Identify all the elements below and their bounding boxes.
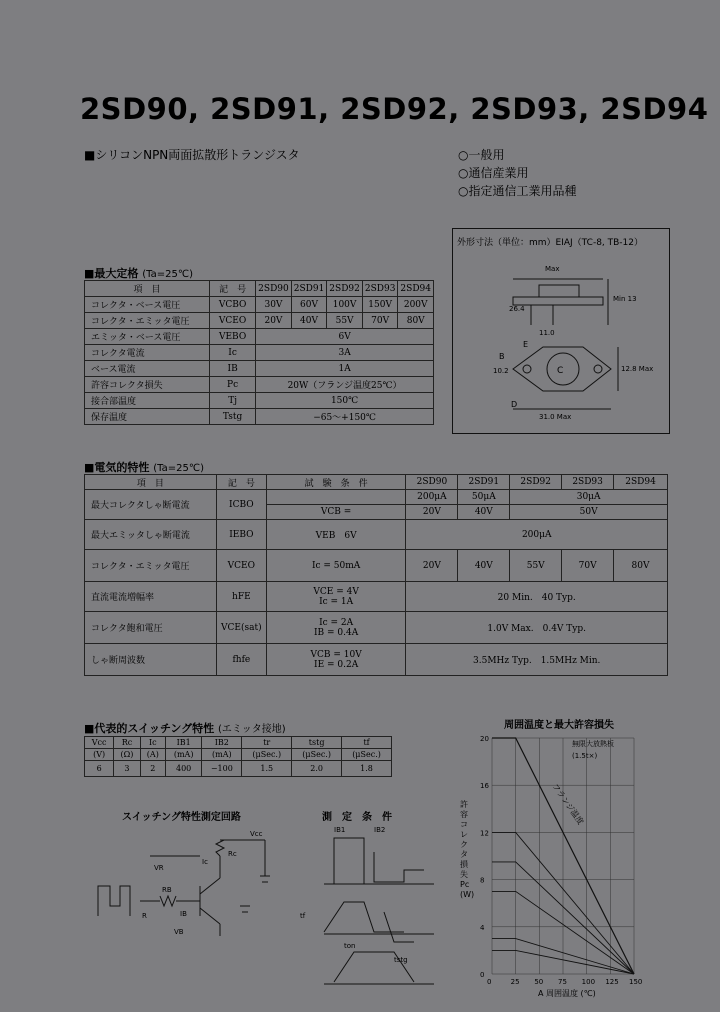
y-tick-label: 16 [480, 782, 489, 791]
table-row: 6 3 2 400 −100 1.5 2.0 1.8 [85, 761, 392, 777]
dim-vertical: 12.8 Max [621, 365, 654, 373]
y-tick-label: 0 [480, 971, 485, 979]
pin-b: B [499, 352, 505, 361]
switching-table [84, 736, 392, 777]
dim-d1: 26.4 [509, 305, 525, 313]
x-tick-label: 0 [487, 978, 492, 986]
table-row: ベース電流 IB 1A [85, 361, 434, 377]
switching-header: Vcc Rc Ic IB1 IB2 tr tstg tf [85, 737, 392, 749]
label-vcc: Vcc [250, 830, 263, 838]
dim-sub1: Min 13 [613, 295, 637, 303]
y-tick-label: 4 [480, 923, 485, 932]
table-row: VCB = 20V 40V 50V [85, 505, 668, 520]
cond-ib2: IB2 [374, 826, 386, 834]
pin-d: D [511, 400, 518, 409]
chart-title: 周囲温度と最大許容損失 [504, 720, 614, 731]
table-row: 直流電流増幅率 hFE VCE = 4V Ic = 1A 20 Min. 40 Typ. [85, 582, 668, 612]
package-caption: 外形寸法（単位：mm）EIAJ（TC-8, TB-12） [457, 238, 644, 248]
switching-title: ■代表的スイッチング特性 (エミッタ接地) [84, 722, 286, 735]
label-vr: VR [154, 864, 164, 872]
table-row: コレクタ電流 Ic 3A [85, 345, 434, 361]
chart-ylabel: 許容コレクタ損失 Pc (W) [460, 800, 475, 899]
pin-e: E [523, 340, 529, 349]
label-vb: VB [174, 928, 184, 936]
electrical-title: ■電気的特性 (Ta=25℃) [84, 461, 204, 474]
dim-h: 10.2 [493, 367, 509, 375]
device-type: ■シリコンNPN両面拡散形トランジスタ [84, 148, 300, 162]
circuit-title: スイッチング特性測定回路 [122, 812, 241, 823]
package-drawing [453, 229, 669, 433]
max-ratings-header: 項 目 記 号 2SD90 2SD91 2SD92 2SD93 2SD94 [85, 281, 434, 297]
label-rc: Rc [228, 850, 237, 858]
pin-c: C [557, 366, 564, 376]
chart-legend-2: (1.5t×) [572, 752, 598, 760]
x-tick-label: 50 [534, 978, 544, 986]
table-row: しゃ断周波数 fhfe VCB = 10V IE = 0.2A 3.5MHz Typ. 1.5MHz Min. [85, 644, 668, 676]
dim-sub2: 11.0 [539, 329, 555, 337]
label-rb: RB [162, 886, 172, 894]
table-row: 最大エミッタしゃ断電流 IEBO VEB 6V 200μA [85, 520, 668, 550]
chart-ticks [480, 735, 642, 986]
chart-xlabel: A 周囲温度 (℃) [538, 989, 596, 998]
switching-units: (V) (Ω) (A) (mA) (mA) (μSec.) (μSec.) (μSec.) [85, 749, 392, 761]
table-row: コレクタ・ベース電圧 VCBO 30V 60V 100V 150V 200V [85, 297, 434, 313]
table-row: コレクタ・エミッタ電圧 VCEO Ic = 50mA 20V 40V 55V 70V 80V [85, 550, 668, 582]
max-ratings-table [84, 280, 434, 425]
table-row: 保存温度 Tstg −65〜+150℃ [85, 409, 434, 425]
label-ib: IB [180, 910, 187, 918]
chart-legend-1: 無限大放熱板 [572, 740, 614, 748]
use-industrial: ○通信産業用 [458, 166, 529, 180]
cond-ib1: IB1 [334, 826, 346, 834]
table-row: コレクタ飽和電圧 VCE(sat) Ic = 2A IB = 0.4A 1.0V Max. 0.4V Typ. [85, 612, 668, 644]
label-ic: Ic [202, 858, 208, 866]
table-row: 接合部温度 Tj 150℃ [85, 393, 434, 409]
dim-max: Max [545, 265, 560, 273]
page-title: 2SD90, 2SD91, 2SD92, 2SD93, 2SD94 [80, 92, 709, 126]
x-tick-label: 150 [629, 978, 643, 986]
max-ratings-title: ■最大定格 (Ta=25℃) [84, 267, 193, 280]
y-tick-label: 12 [480, 829, 489, 838]
label-r: R [142, 912, 147, 920]
x-tick-label: 25 [510, 978, 520, 986]
derating-chart [454, 730, 650, 998]
table-row: エミッタ・ベース電圧 VEBO 6V [85, 329, 434, 345]
table-row: 許容コレクタ損失 Pc 20W（フランジ温度25℃） [85, 377, 434, 393]
table-row: コレクタ・エミッタ電圧 VCEO 20V 40V 55V 70V 80V [85, 313, 434, 329]
y-tick-label: 20 [480, 735, 489, 743]
conditions-waveforms [294, 822, 464, 992]
package-outline-box [452, 228, 670, 434]
switching-circuit [90, 826, 290, 946]
cond-tstg: tstg [394, 956, 408, 964]
x-tick-label: 100 [581, 978, 596, 986]
x-tick-label: 75 [558, 978, 567, 986]
use-general: ○一般用 [458, 148, 505, 162]
dim-horizontal: 31.0 Max [539, 413, 572, 421]
use-designated: ○指定通信工業用品種 [458, 184, 577, 198]
cond-ton: ton [344, 942, 356, 950]
electrical-header: 項 目 記 号 試 験 条 件 2SD90 2SD91 2SD92 2SD93 2SD94 [85, 475, 668, 490]
table-row: 最大コレクタしゃ断電流 ICBO 200μA 50μA 30μA [85, 490, 668, 505]
y-tick-label: 8 [480, 876, 485, 885]
x-tick-label: 125 [605, 978, 619, 986]
chart-curve-label: フランジ温度 [550, 781, 586, 827]
conditions-title: 測 定 条 件 [322, 812, 392, 823]
cond-tf: tf [300, 912, 306, 920]
electrical-table [84, 474, 668, 676]
